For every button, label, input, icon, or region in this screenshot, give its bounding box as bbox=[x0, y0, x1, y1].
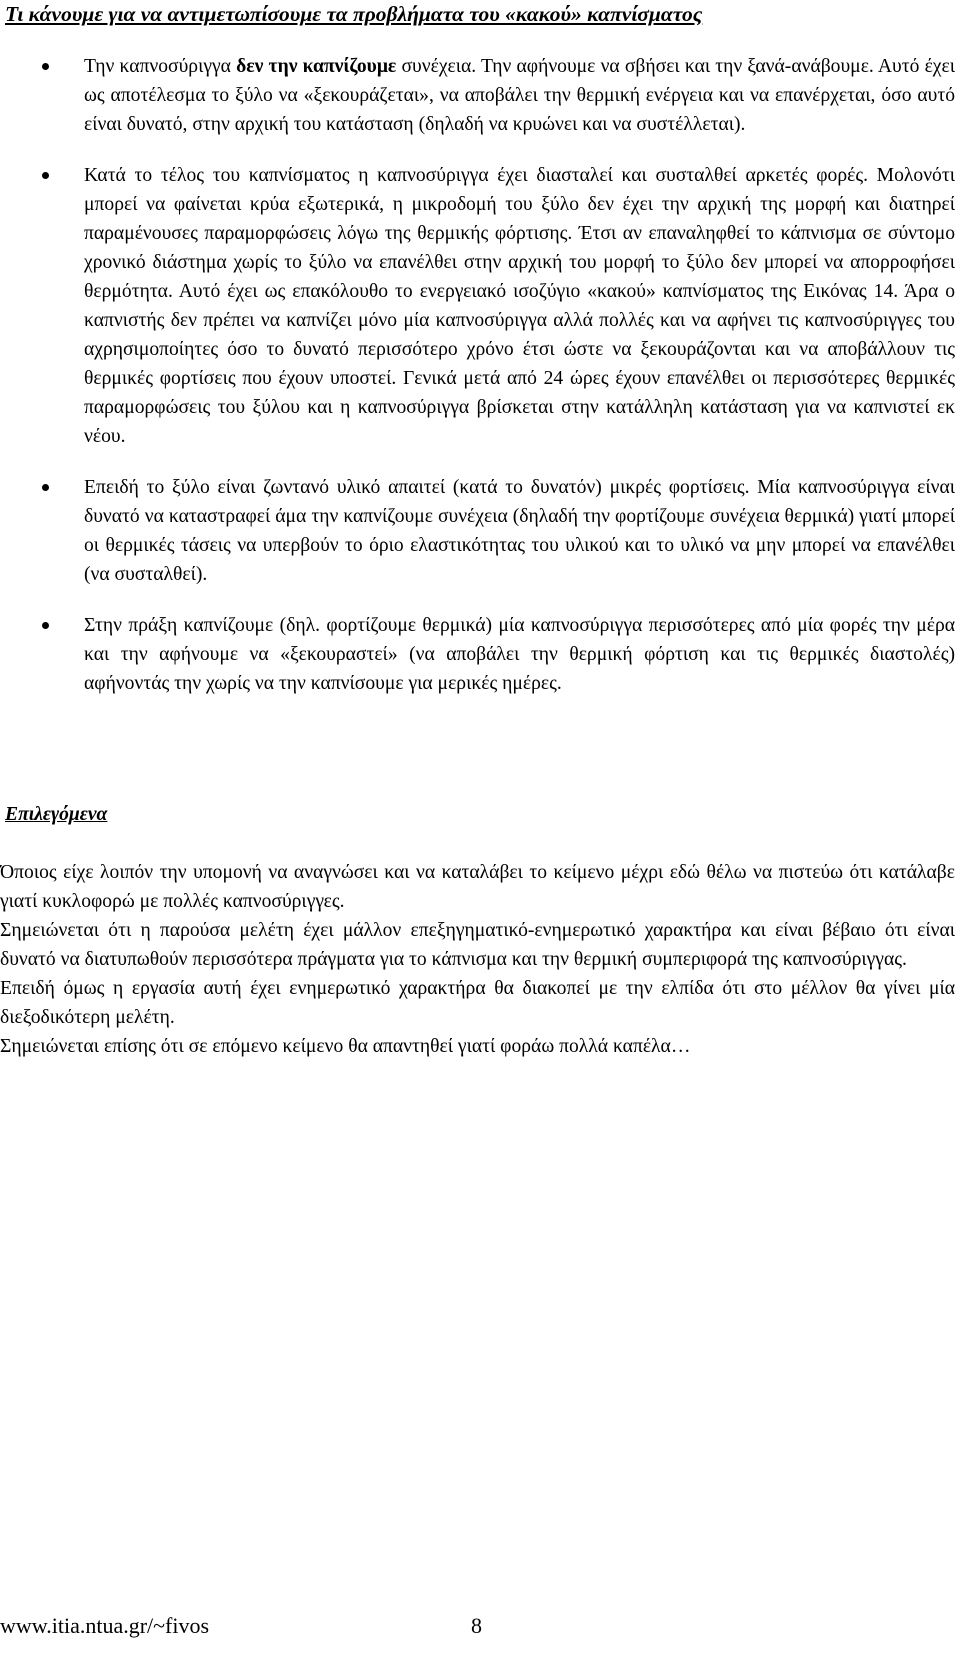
bullet-item bbox=[0, 161, 960, 451]
bullet-item bbox=[0, 473, 960, 589]
footer-url: www.itia.ntua.gr/~fivos bbox=[0, 1613, 210, 1638]
bullet-dot bbox=[42, 484, 49, 491]
bullet-dot bbox=[42, 622, 49, 629]
bullet-text-start: Την καπνοσύριγγα bbox=[84, 56, 237, 77]
paragraph: Σημειώνεται επίσης ότι σε επόμενο κείμενο θα απαντηθεί γιατί φοράω πολλά καπέλα… bbox=[0, 1036, 691, 1057]
bullet-bold-text: δεν την καπνίζουμε bbox=[236, 56, 397, 77]
bullet-list bbox=[0, 52, 960, 720]
bullet-item bbox=[0, 611, 960, 698]
bullet-item bbox=[0, 52, 960, 139]
bullet-text: Στην πράξη καπνίζουμε (δηλ. φορτίζουμε θερμικά) μία καπνοσύριγγα περισσότερες από μία φορές την μέρα και την αφήνουμε να «ξεκουραστεί» (να αποβάλει την θερμική φόρτιση και τις θερμικές διαστολές) αφήνοντάς την χωρίς να την καπνίσουμε για μερικές ημέρες. bbox=[84, 615, 955, 694]
extras-title: Επιλεγόμενα bbox=[5, 804, 108, 825]
paragraph: Σημειώνεται ότι η παρούσα μελέτη έχει μάλλον επεξηγηματικό-ενημερωτικό χαρακτήρα και είναι βέβαιο ότι είναι δυνατό να διατυπωθούν περισσότερα πράγματα για το κάπνισμα και την θερμική συμπεριφορά της καπνοσύριγγας. bbox=[0, 920, 955, 970]
page-number: 8 bbox=[471, 1613, 482, 1638]
bullet-text: Κατά το τέλος του καπνίσματος η καπνοσύριγγα έχει διασταλεί και συσταλθεί αρκετές φορές. Μολονότι μπορεί να φαίνεται κρύα εξωτερικά, η μικροδομή του ξύλο δεν έχει την αρχική της μορφή και διατηρεί παραμένουσες παραμορφώσεις λόγω της θερμικής φόρτισης. Έτσι αν επαναληφθεί το κάπνισμα σε σύντομο χρονικό διάστημα χωρίς το ξύλο να επανέλθει στην αρχική του μορφή το ξύλο δεν μπορεί να απορροφήσει θερμότητα. Αυτό έχει ως επακόλουθο το ενεργειακό ισοζύγιο «κακού» καπνίσματος της Εικόνας 14. Άρα ο καπνιστής δεν πρέπει να καπνίζει μόνο μία καπνοσύριγγα αλλά πολλές και να αφήνει τις καπνοσύριγγες του αχρησιμοποίητες όσο το δυνατό περισσότερο χρόνο έτσι ώστε να ξεκουράζονται και να αποβάλλουν τις θερμικές φορτίσεις που έχουν υποστεί. Γενικά μετά από 24 ώρες έχουν επανέλθει οι περισσότερες θερμικές παραμορφώσεις του ξύλου και η καπνοσύριγγα βρίσκεται στην κατάλληλη κατάσταση για να καπνιστεί εκ νέου. bbox=[84, 165, 955, 447]
bullet-dot bbox=[42, 63, 49, 70]
bullet-text: Επειδή το ξύλο είναι ζωντανό υλικό απαιτεί (κατά το δυνατόν) μικρές φορτίσεις. Μία καπνοσύριγγα είναι δυνατό να καταστραφεί άμα την καπνίζουμε συνέχεια (δηλαδή την φορτίζουμε συνέχεια θερμικά) γιατί μπορεί οι θερμικές τάσεις να υπερβούν το όριο ελαστικότητας του υλικού και το υλικό να μην μπορεί να επανέλθει (να συσταλθεί). bbox=[84, 477, 955, 585]
bullet-dot bbox=[42, 172, 49, 179]
bullet-text-end: συνέχεια. Την αφήνουμε να σβήσει και την ξανά-ανάβουμε. Αυτό έχει ως αποτέλεσμα το ξύλο να «ξεκουράζεται», να αποβάλει την θερμική ενέργεια και να επανέρχεται, όσο αυτό είναι δυνατό, στην αρχική του κατάσταση (δηλαδή να κρυώνει και να συστέλλεται). bbox=[84, 56, 956, 135]
section-title: Τι κάνουμε για να αντιμετωπίσουμε τα προβλήματα του «κακού» καπνίσματος bbox=[5, 2, 703, 26]
closing-paragraphs bbox=[0, 858, 960, 1061]
paragraph: Επειδή όμως η εργασία αυτή έχει ενημερωτικό χαρακτήρα θα διακοπεί με την ελπίδα ότι στο μέλλον θα γίνει μία διεξοδικότερη μελέτη. bbox=[0, 978, 955, 1028]
paragraph: Όποιος είχε λοιπόν την υπομονή να αναγνώσει και να καταλάβει το κείμενο μέχρι εδώ θέλω να πιστεύω ότι κατάλαβε γιατί κυκλοφορώ με πολλές καπνοσύριγγες. bbox=[0, 862, 955, 912]
